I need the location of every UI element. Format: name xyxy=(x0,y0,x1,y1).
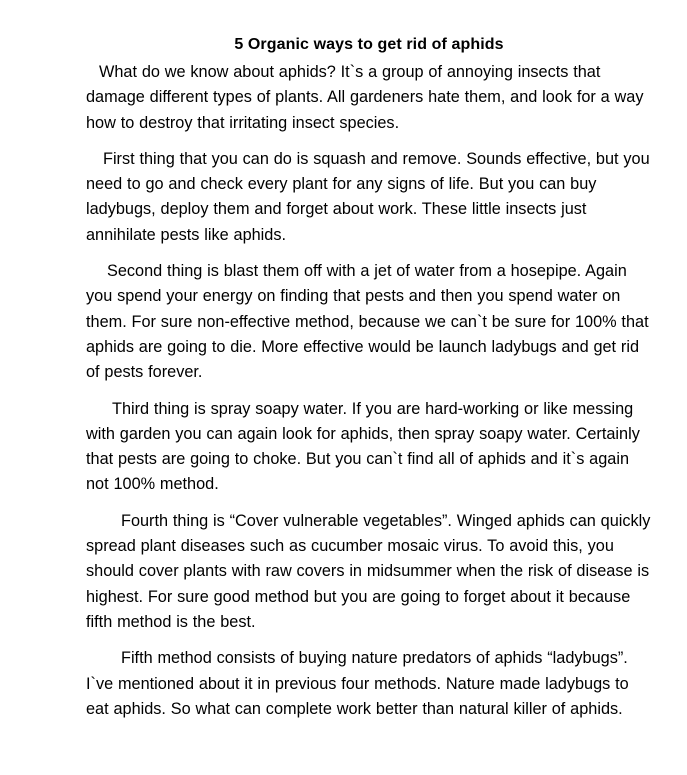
document-title: 5 Organic ways to get rid of aphids xyxy=(234,36,504,53)
paragraph-second-method: Second thing is blast them off with a jet of water from a hosepipe. Again you spend your energy on finding that pests and then you spend water on them. For sure non-effective method, because we can`t be sure for 100% that aphids are going to die. More effective would be launch ladybugs and get rid of pests forever. xyxy=(86,262,649,382)
paragraph-fourth-method: Fourth thing is “Cover vulnerable vegetables”. Winged aphids can quickly spread plant diseases such as cucumber mosaic virus. To avoid this, you should cover plants with raw covers in midsummer when the risk of disease is highest. For sure good method but you are going to forget about it because fifth method is the best. xyxy=(86,511,651,631)
paragraph-first-method: First thing that you can do is squash and remove. Sounds effective, but you need to go and check every plant for any signs of life. But you can buy ladybugs, deploy them and forget about work. These little insects just annihilate pests like aphids. xyxy=(86,149,650,244)
document-page xyxy=(86,34,652,733)
paragraph-third-method: Third thing is spray soapy water. If you are hard-working or like messing with garden you can again look for aphids, then spray soapy water. Certainly that pests are going to choke. But you can`t find all of aphids and it`s again not 100% method. xyxy=(86,399,640,494)
paragraph-fifth-method: Fifth method consists of buying nature predators of aphids “ladybugs”. I`ve mentioned about it in previous four methods. Nature made ladybugs to eat aphids. So what can complete work better than natural killer of aphids. xyxy=(86,649,629,718)
paragraph-intro: What do we know about aphids? It`s a group of annoying insects that damage different types of plants. All gardeners hate them, and look for a way how to destroy that irritating insect species. xyxy=(86,63,644,132)
